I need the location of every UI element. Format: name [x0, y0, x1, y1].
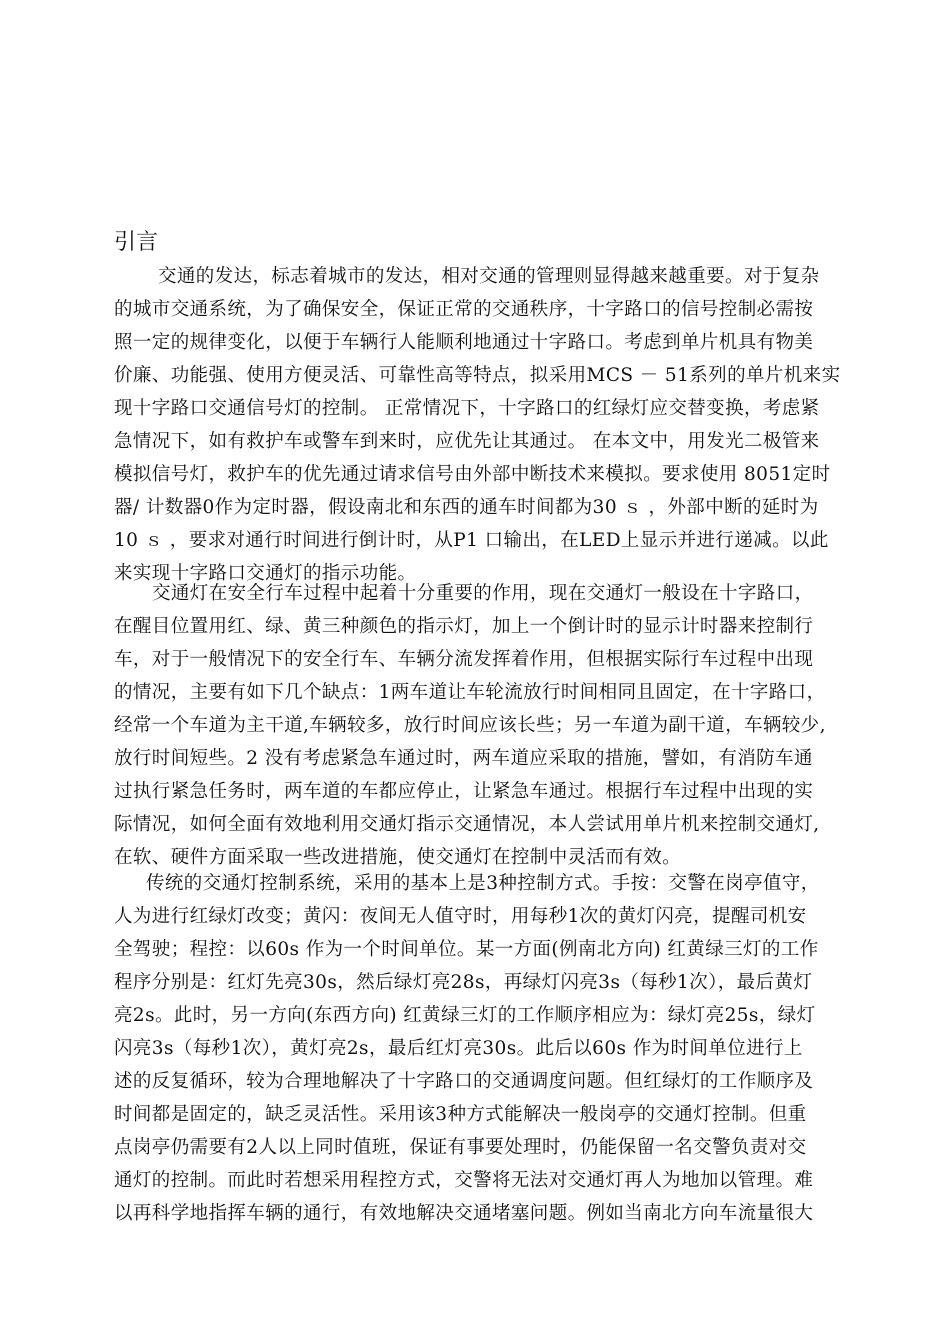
text-line: 模拟信号灯，救护车的优先通过请求信号由外部中断技术来模拟。要求使用 8051定时: [114, 464, 831, 485]
text-line: 在醒目位置用红、绿、黄三种颜色的指示灯，加上一个倒计时的显示计时器来控制行: [114, 616, 814, 637]
text-line: 现十字路口交通信号灯的控制。 正常情况下，十字路口的红绿灯应交替变换，考虑紧: [114, 398, 820, 419]
text-line: 点岗亭仍需要有2人以上同时值班，保证有事要处理时，仍能保留一名交警负责对交: [114, 1137, 807, 1158]
text-line: 传统的交通灯控制系统，采用的基本上是3种控制方式。手按：交警在岗亭值守，: [146, 873, 820, 894]
text-line: 全驾驶；程控：以60s 作为一个时间单位。某一方面(例南北方向) 红黄绿三灯的工作: [114, 939, 819, 960]
text-line: 放行时间短些。2 没有考虑紧急车通过时，两车道应采取的措施，譬如，有消防车通: [114, 748, 813, 769]
text-line: 过执行紧急任务时，两车道的车都应停止，让紧急车通过。根据行车过程中出现的实: [114, 781, 814, 802]
text-line: 际情况，如何全面有效地利用交通灯指示交通情况，本人尝试用单片机来控制交通灯,: [114, 814, 820, 835]
text-line: 价廉、功能强、使用方便灵活、可靠性高等特点，拟采用MCS － 51系列的单片机来实: [114, 365, 841, 386]
text-line: 来实现十字路口交通灯的指示功能。: [114, 563, 417, 584]
text-line: 亮2s。此时，另一方向(东西方向) 红黄绿三灯的工作顺序相应为：绿灯亮25s，绿灯: [114, 1005, 816, 1026]
text-line: 在软、硬件方面采取一些改进措施，使交通灯在控制中灵活而有效。: [114, 847, 682, 868]
text-line: 闪亮3s（每秒1次），黄灯亮2s，最后红灯亮30s。此后以60s 作为时间单位进行上: [114, 1038, 803, 1059]
text-line: 述的反复循环，较为合理地解决了十字路口的交通调度问题。但红绿灯的工作顺序及: [114, 1071, 814, 1092]
paragraph-traditional-control: [114, 867, 844, 1230]
text-line: 急情况下，如有救护车或警车到来时，应优先让其通过。 在本文中，用发光二极管来: [114, 431, 820, 452]
text-line: 人为进行红绿灯改变；黄闪：夜间无人值守时，用每秒1次的黄灯闪亮，提醒司机安: [114, 906, 807, 927]
text-line: 车，对于一般情况下的安全行车、车辆分流发挥着作用，但根据实际行车过程中出现: [114, 649, 814, 670]
text-line: 照一定的规律变化，以便于车辆行人能顺利地通过十字路口。考虑到单片机具有物美: [114, 332, 814, 353]
text-line: 时间都是固定的，缺乏灵活性。采用该3种方式能解决一般岗亭的交通灯控制。但重: [114, 1104, 807, 1125]
text-line: 交通灯在安全行车过程中起着十分重要的作用，现在交通灯一般设在十字路口，: [152, 583, 814, 604]
text-line: 交通的发达，标志着城市的发达，相对交通的管理则显得越来越重要。对于复杂: [158, 266, 820, 287]
text-line: 10 ｓ ，要求对通行时间进行倒计时，从P1 口输出，在LED上显示并进行递减。以此: [114, 530, 829, 551]
paragraph-intro: [114, 260, 844, 590]
text-line: 经常一个车道为主干道,车辆较多，放行时间应该长些；另一车道为副干道，车辆较少,: [114, 715, 826, 736]
text-line: 的情况，主要有如下几个缺点：1两车道让车轮流放行时间相同且固定，在十字路口，: [114, 682, 826, 703]
text-line: 程序分别是：红灯先亮30s，然后绿灯亮28s，再绿灯闪亮3s（每秒1次），最后黄灯: [114, 972, 813, 993]
text-line: 通灯的控制。而此时若想采用程控方式，交警将无法对交通灯再人为地加以管理。难: [114, 1170, 814, 1191]
text-line: 器/ 计数器0作为定时器，假设南北和东西的通车时间都为30 ｓ ，外部中断的延时为: [114, 497, 819, 518]
text-line: 的城市交通系统，为了确保安全，保证正常的交通秩序，十字路口的信号控制必需按: [114, 299, 814, 320]
section-heading: 引言: [114, 230, 159, 255]
text-line: 以再科学地指挥车辆的通行，有效地解决交通堵塞问题。例如当南北方向车流量很大: [114, 1203, 814, 1224]
paragraph-traffic-light-role: [114, 577, 844, 874]
